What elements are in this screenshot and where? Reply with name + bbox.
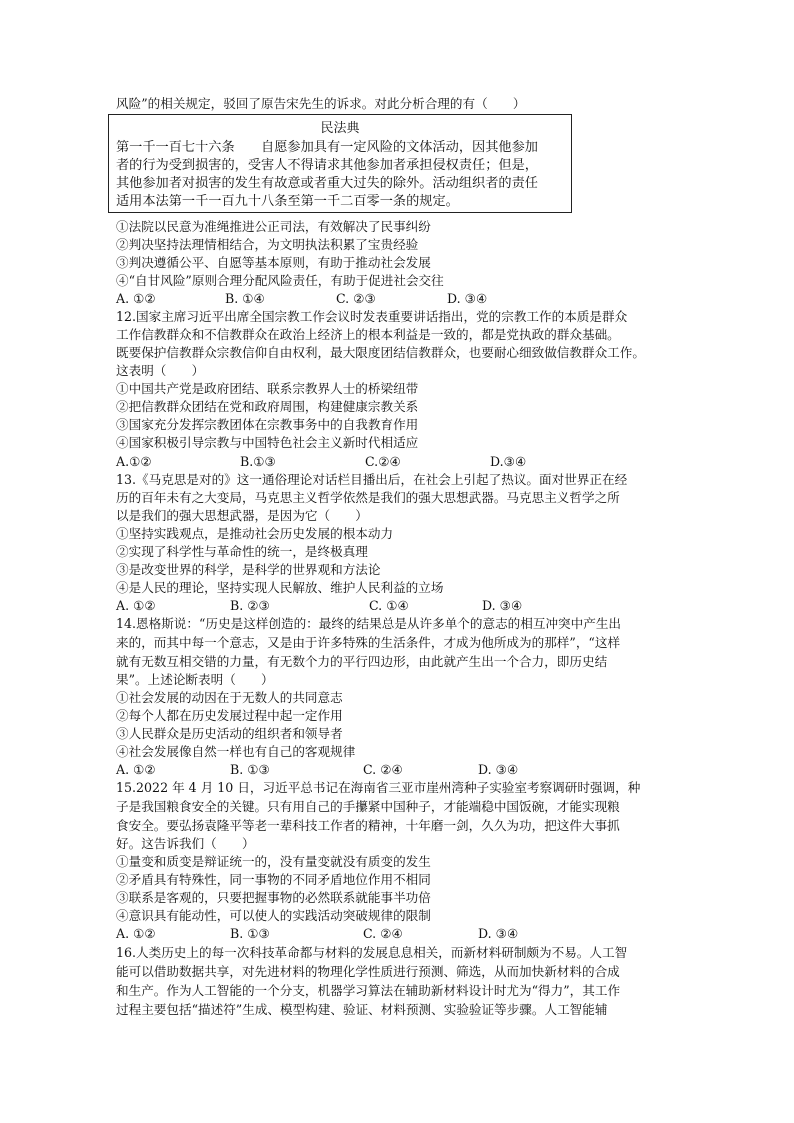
q11-option-c[interactable]: C. ②③ (336, 291, 376, 306)
civil-code-quote-box (108, 114, 572, 213)
q15-option-c[interactable]: C. ②④ (363, 926, 403, 941)
q14-option-a[interactable]: A. ①② (116, 762, 156, 777)
quote-box-line: 者的行为受到损害的，受害人不得请求其他参加者承担侵权责任；但是， (116, 158, 538, 173)
q13-option-a[interactable]: A. ①② (116, 598, 156, 613)
q14-option-d[interactable]: D. ③④ (478, 762, 519, 777)
quote-box-line: 其他参加者对损害的发生有故意或者重大过失的除外。活动组织者的责任 (116, 176, 538, 191)
q14-statement: ①社会发展的动因在于无数人的共同意志 (116, 690, 343, 705)
q11-statement: ③判决遵循公平、自愿等基本原则，有助于推动社会发展 (116, 255, 431, 270)
q11-intro: 风险”的相关规定，驳回了原告宋先生的诉求。对此分析合理的有（ ） (116, 96, 526, 111)
q15-statement: ①量变和质变是辩证统一的，没有量变就没有质变的发生 (116, 854, 431, 869)
q11-option-d[interactable]: D. ③④ (447, 291, 488, 306)
q13-stem-line: 历的百年未有之大变局，马克思主义哲学依然是我们的强大思想武器。马克思主义哲学之所 (116, 490, 620, 505)
q14-statement: ④社会发展像自然一样也有自己的客观规律 (116, 744, 356, 759)
q12-stem-line: 这表明（ ） (116, 363, 205, 378)
q15-stem-line: 好。这告诉我们（ ） (116, 836, 255, 851)
q15-stem-line: 食安全。要弘扬袁隆平等老一辈科技工作者的精神，十年磨一剑，久久为功，把这件大事抓 (116, 818, 620, 833)
q12-stem-line: 工作信教群众和不信教群众在政治上经济上的根本利益是一致的，都是党执政的群众基础。 (116, 327, 620, 342)
q12-stem-line: 既要保护信教群众宗教信仰自由权利，最大限度团结信教群众，也要耐心细致做信教群众工作。 (116, 345, 645, 360)
q15-statement: ②矛盾具有特殊性，同一事物的不同矛盾地位作用不相同 (116, 872, 431, 887)
q14-stem-line: 14.恩格斯说：“历史是这样创造的：最终的结果总是从许多单个的意志的相互冲突中产生出 (116, 616, 622, 631)
q16-stem-line: 和生产。作为人工智能的一个分支，机器学习算法在辅助新材料设计时尤为“得力”，其工作 (116, 983, 621, 998)
q11-statement: ②判决坚持法理情相结合，为文明执法积累了宝贵经验 (116, 237, 419, 252)
q12-option-d[interactable]: D.③④ (490, 454, 527, 469)
q14-option-c[interactable]: C. ②④ (363, 762, 403, 777)
q12-option-c[interactable]: C.②④ (365, 454, 401, 469)
q13-stem-line: 13.《马克思是对的》这一通俗理论对话栏目播出后，在社会上引起了热议。面对世界正在经 (116, 472, 628, 487)
q11-option-b[interactable]: B. ①④ (225, 291, 265, 306)
q15-stem-line: 15.2022 年 4 月 10 日，习近平总书记在海南省三亚市崖州湾种子实验室考察调研时强调，种 (116, 780, 641, 795)
q15-option-a[interactable]: A. ①② (116, 926, 156, 941)
q13-statement: ④是人民的理论，坚持实现人民解放、维护人民利益的立场 (116, 580, 444, 595)
q12-statement: ①中国共产党是政府团结、联系宗教界人士的桥梁纽带 (116, 381, 419, 396)
q15-statement: ④意识具有能动性，可以使人的实践活动突破规律的限制 (116, 908, 431, 923)
q16-stem-line: 16.人类历史上的每一次科技革命都与材料的发展息息相关，而新材料研制颇为不易。人工智 (116, 945, 628, 960)
q13-statement: ①坚持实践观点，是推动社会历史发展的根本动力 (116, 526, 394, 541)
q11-option-a[interactable]: A. ①② (116, 291, 156, 306)
q12-statement: ③国家充分发挥宗教团体在宗教事务中的自我教育作用 (116, 417, 419, 432)
q12-option-b[interactable]: B.①③ (240, 454, 276, 469)
q16-stem-line: 能可以借助数据共享，对先进材料的物理化学性质进行预测、筛选，从而加快新材料的合成 (116, 964, 620, 979)
q12-stem-line: 12.国家主席习近平出席全国宗教工作会议时发表重要讲话指出，党的宗教工作的本质是群众 (116, 309, 628, 324)
q14-statement: ③人民群众是历史活动的组织者和领导者 (116, 726, 343, 741)
q13-stem-line: 以是我们的强大思想武器，是因为它（ ） (116, 508, 368, 523)
q13-option-d[interactable]: D. ③④ (482, 598, 523, 613)
q14-statement: ②每个人都在历史发展过程中起一定作用 (116, 708, 343, 723)
q13-option-c[interactable]: C. ①④ (369, 598, 409, 613)
q14-stem-line: 就有无数互相交错的力量，有无数个力的平行四边形，由此就产生出一个合力，即历史结 (116, 654, 608, 669)
q13-statement: ③是改变世界的科学，是科学的世界观和方法论 (116, 562, 381, 577)
q16-stem-line: 过程主要包括“描述符”生成、模型构建、验证、材料预测、实验验证等步骤。人工智能辅 (116, 1002, 608, 1017)
q15-option-b[interactable]: B. ①③ (230, 926, 270, 941)
q13-option-b[interactable]: B. ②③ (230, 598, 270, 613)
quote-box-title: 民法典 (320, 121, 360, 136)
q12-statement: ④国家积极引导宗教与中国特色社会主义新时代相适应 (116, 435, 419, 450)
q12-statement: ②把信教群众团结在党和政府周围，构建健康宗教关系 (116, 399, 419, 414)
quote-box-line: 第一千一百七十六条 自愿参加具有一定风险的文体活动，因其他参加 (116, 140, 538, 155)
q13-statement: ②实现了科学性与革命性的统一，是终极真理 (116, 544, 368, 559)
q15-option-d[interactable]: D. ③④ (478, 926, 519, 941)
quote-box-line: 适用本法第一千一百九十八条至第一千二百零一条的规定。 (116, 194, 459, 209)
q11-statement: ①法院以民意为准绳推进公正司法，有效解决了民事纠纷 (116, 219, 431, 234)
q14-stem-line: 果”。上述论断表明（ ） (116, 672, 274, 687)
q14-stem-line: 来的，而其中每一个意志，又是由于许多特殊的生活条件，才成为他所成为的那样”，“这样 (116, 635, 621, 650)
q12-option-a[interactable]: A.①② (116, 454, 152, 469)
q15-stem-line: 子是我国粮食安全的关键。只有用自己的手攥紧中国种子，才能端稳中国饭碗，才能实现粮 (116, 799, 620, 814)
q14-option-b[interactable]: B. ①③ (230, 762, 270, 777)
q15-statement: ③联系是客观的，只要把握事物的必然联系就能事半功倍 (116, 890, 431, 905)
q11-statement: ④“自甘风险”原则合理分配风险责任，有助于促进社会交往 (116, 273, 444, 288)
